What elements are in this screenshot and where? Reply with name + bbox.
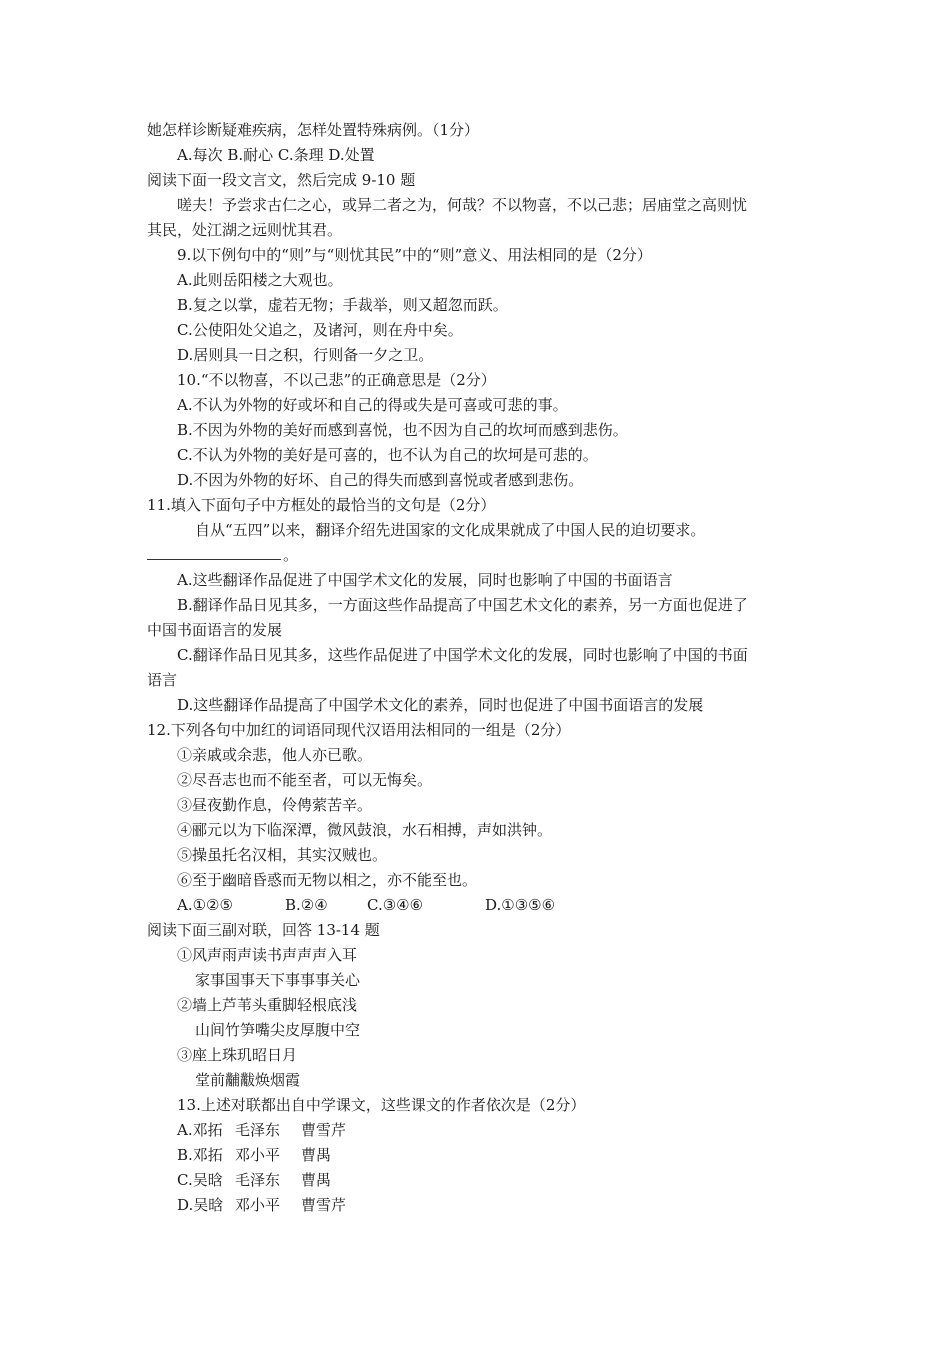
q11-option-b-line1: B.翻译作品日见其多，一方面这些作品提高了中国艺术文化的素养，另一方面也促进了 — [177, 596, 748, 614]
q13-b-author-1: B.邓拓 — [177, 1146, 223, 1164]
q11-option-c-line1: C.翻译作品日见其多，这些作品促进了中国学术文化的发展，同时也影响了中国的书面 — [177, 646, 748, 664]
passage-line-2: 其民，处江湖之远则忧其君。 — [147, 221, 343, 239]
q12-choice-d: D.①③⑤⑥ — [485, 896, 556, 914]
q13-d-author-2: 邓小平 — [235, 1196, 281, 1214]
section-heading-13-14: 阅读下面三副对联，回答 13-14 题 — [147, 921, 380, 939]
q11-stem: 11.填入下面句子中方框处的最恰当的文句是（2分） — [147, 496, 496, 514]
q13-b-author-2: 邓小平 — [235, 1146, 281, 1164]
q8-tail-text: 她怎样诊断疑难疾病，怎样处置特殊病例。（1分） — [147, 121, 480, 139]
q11-option-d: D.这些翻译作品提高了中国学术文化的素养，同时也促进了中国书面语言的发展 — [177, 696, 704, 714]
couplet-1-upper: ①风声雨声读书声声声入耳 — [177, 946, 358, 964]
q13-d-author-3: 曹雪芹 — [301, 1196, 347, 1214]
q12-sentence-6: ⑥至于幽暗昏惑而无物以相之，亦不能至也。 — [177, 871, 478, 889]
q10-option-b: B.不因为外物的美好而感到喜悦，也不因为自己的坎坷而感到悲伤。 — [177, 421, 628, 439]
q13-option-c — [177, 1170, 847, 1190]
q13-c-author-1: C.吴晗 — [177, 1171, 223, 1189]
q11-blank-line — [147, 545, 817, 565]
q12-sentence-5: ⑤操虽托名汉相，其实汉贼也。 — [177, 846, 388, 864]
q9-option-a: A.此则岳阳楼之大观也。 — [177, 271, 343, 289]
q11-option-b-line2: 中国书面语言的发展 — [147, 621, 283, 639]
q12-choice-a: A.①②⑤ — [177, 896, 233, 914]
q13-c-author-2: 毛泽东 — [235, 1171, 281, 1189]
q13-a-author-1: A.邓拓 — [177, 1121, 223, 1139]
q9-option-b: B.复之以掌，虚若无物；手裁举，则又超忽而跃。 — [177, 296, 508, 314]
q13-option-d — [177, 1195, 847, 1215]
q13-option-a — [177, 1120, 847, 1140]
answer-blank — [147, 545, 281, 560]
q13-option-b — [177, 1145, 847, 1165]
q9-option-d: D.居则具一日之积，行则备一夕之卫。 — [177, 346, 434, 364]
q10-option-a: A.不认为外物的好或坏和自己的得或失是可喜或可悲的事。 — [177, 396, 568, 414]
q12-choice-c: C.③④⑥ — [367, 896, 424, 914]
q11-sentence: 自从“五四”以来，翻译介绍先进国家的文化成果就成了中国人民的迫切要求。 — [195, 521, 706, 539]
q13-stem: 13.上述对联都出自中学课文，这些课文的作者依次是（2分） — [177, 1096, 586, 1114]
couplet-2-upper: ②墙上芦苇头重脚轻根底浅 — [177, 996, 358, 1014]
passage-line-1: 嗟夫！予尝求古仁之心，或异二者之为，何哉？不以物喜，不以己悲；居庙堂之高则忧 — [177, 196, 748, 214]
q10-stem: 10.“不以物喜，不以己悲”的正确意思是（2分） — [177, 371, 496, 389]
q13-d-author-1: D.吴晗 — [177, 1196, 224, 1214]
couplet-3-upper: ③座上珠玑昭日月 — [177, 1046, 298, 1064]
q10-option-c: C.不认为外物的美好是可喜的，也不认为自己的坎坷是可悲的。 — [177, 446, 598, 464]
q12-sentence-1: ①亲戚或余悲，他人亦已歌。 — [177, 746, 373, 764]
q11-option-a: A.这些翻译作品促进了中国学术文化的发展，同时也影响了中国的书面语言 — [177, 571, 673, 589]
q9-stem: 9.以下例句中的“则”与“则忧其民”中的“则”意义、用法相同的是（2分） — [177, 246, 652, 264]
q12-choice-b: B.②④ — [285, 896, 328, 914]
q12-choices — [177, 895, 847, 915]
couplet-2-lower: 山间竹笋嘴尖皮厚腹中空 — [195, 1021, 361, 1039]
q12-sentence-2: ②尽吾志也而不能至者，可以无悔矣。 — [177, 771, 433, 789]
q11-option-c-line2: 语言 — [147, 671, 178, 689]
q8-options: A.每次 B.耐心 C.条理 D.处置 — [177, 146, 375, 164]
couplet-3-lower: 堂前黼黻焕烟霞 — [195, 1071, 301, 1089]
q13-a-author-3: 曹雪芹 — [301, 1121, 347, 1139]
q12-stem: 12.下列各句中加红的词语同现代汉语用法相同的一组是（2分） — [147, 721, 571, 739]
q13-a-author-2: 毛泽东 — [235, 1121, 281, 1139]
couplet-1-lower: 家事国事天下事事事关心 — [195, 971, 361, 989]
q12-sentence-3: ③昼夜勤作息，伶俜萦苦辛。 — [177, 796, 373, 814]
q10-option-d: D.不因为外物的好坏、自己的得失而感到喜悦或者感到悲伤。 — [177, 471, 584, 489]
q9-option-c: C.公使阳处父追之，及诸河，则在舟中矣。 — [177, 321, 463, 339]
blank-period: 。 — [283, 546, 299, 564]
q12-sentence-4: ④郦元以为下临深潭，微风鼓浪，水石相搏，声如洪钟。 — [177, 821, 553, 839]
q13-c-author-3: 曹禺 — [301, 1171, 332, 1189]
q13-b-author-3: 曹禺 — [301, 1146, 332, 1164]
section-heading-9-10: 阅读下面一段文言文，然后完成 9-10 题 — [147, 171, 416, 189]
